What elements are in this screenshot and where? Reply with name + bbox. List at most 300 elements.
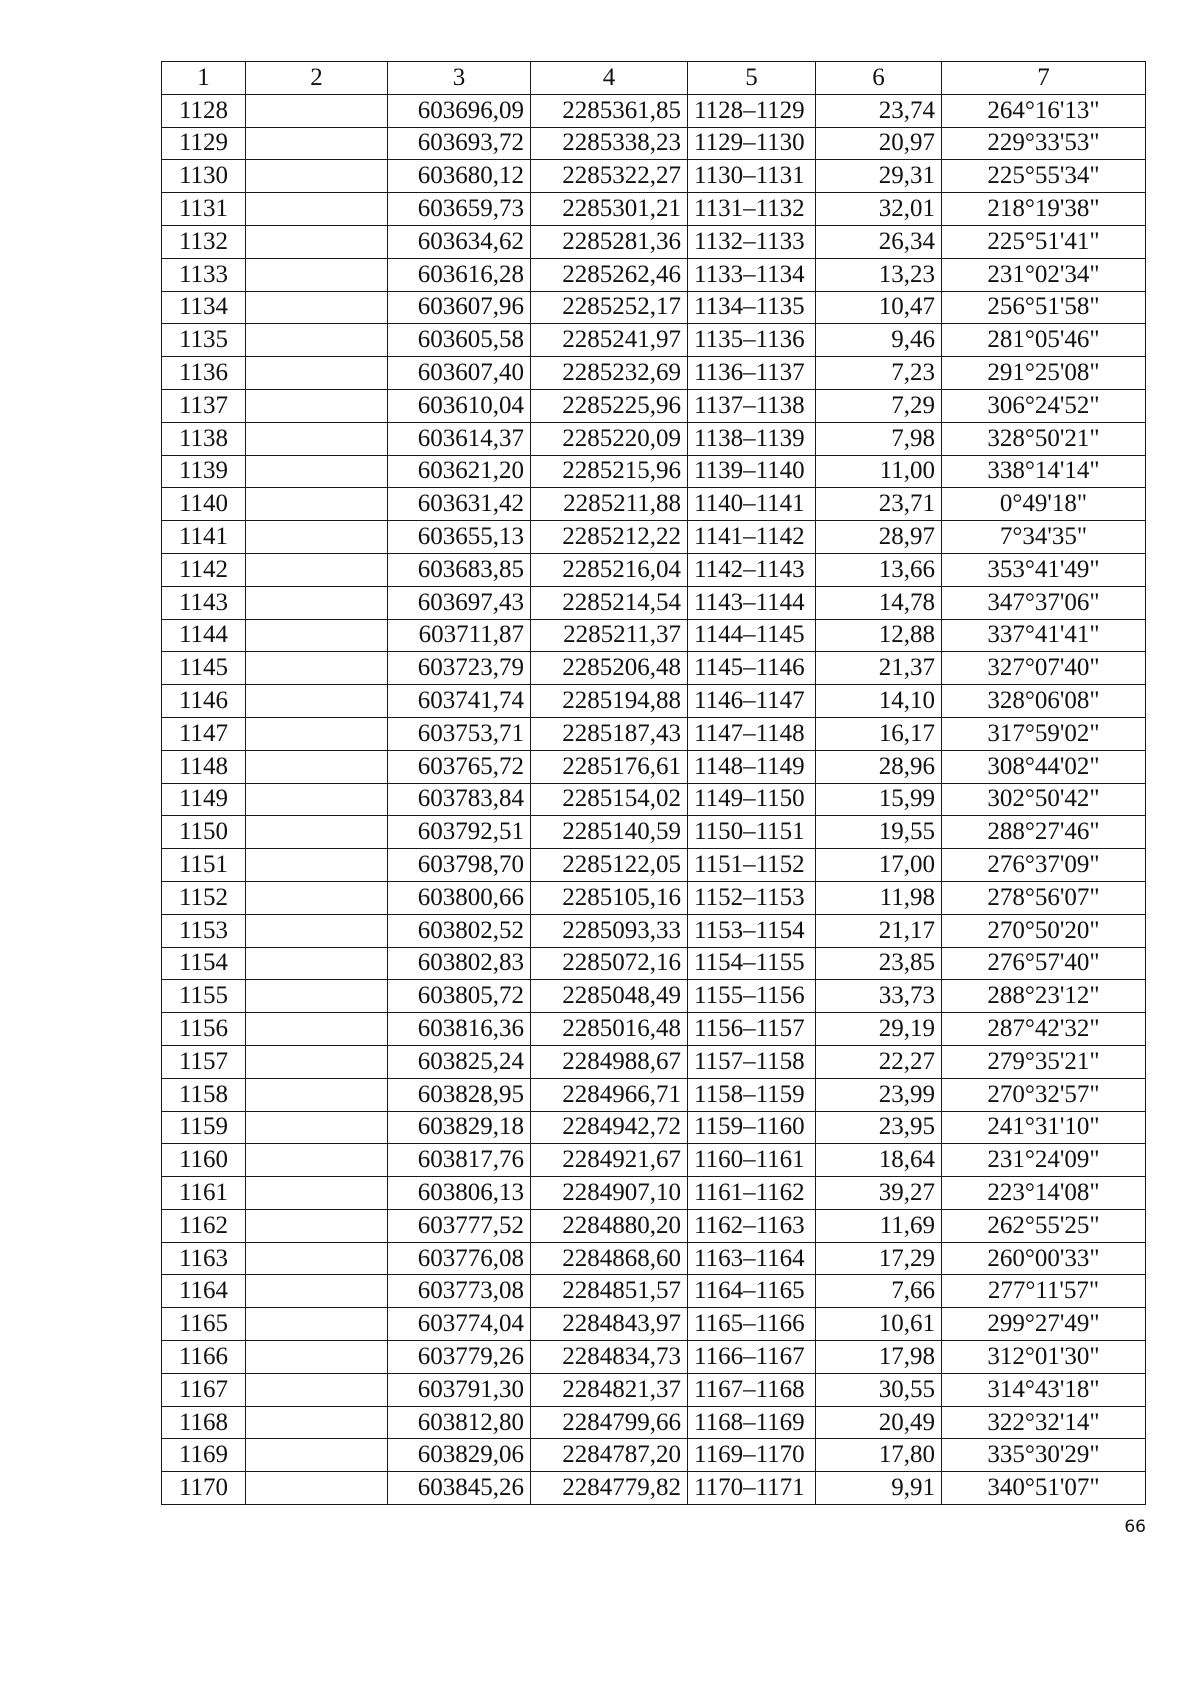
column-2-cell [246, 1275, 388, 1308]
x-coordinate: 603773,08 [388, 1275, 531, 1308]
length: 22,27 [816, 1045, 942, 1078]
x-coordinate: 603659,73 [388, 193, 531, 226]
y-coordinate: 2284921,67 [531, 1144, 688, 1177]
column-2-cell [246, 1144, 388, 1177]
point-number: 1132 [162, 225, 246, 258]
x-coordinate: 603812,80 [388, 1406, 531, 1439]
point-number: 1141 [162, 521, 246, 554]
point-number: 1150 [162, 816, 246, 849]
y-coordinate: 2285225,96 [531, 389, 688, 422]
y-coordinate: 2284942,72 [531, 1111, 688, 1144]
point-number: 1167 [162, 1373, 246, 1406]
x-coordinate: 603806,13 [388, 1177, 531, 1210]
point-number: 1161 [162, 1177, 246, 1210]
x-coordinate: 603845,26 [388, 1472, 531, 1505]
y-coordinate: 2285252,17 [531, 291, 688, 324]
column-2-cell [246, 127, 388, 160]
table-row [162, 127, 1146, 160]
point-number: 1151 [162, 849, 246, 882]
table-row [162, 1078, 1146, 1111]
x-coordinate: 603825,24 [388, 1045, 531, 1078]
segment: 1132–1133 [688, 225, 816, 258]
column-2-cell [246, 685, 388, 718]
table-row [162, 980, 1146, 1013]
coordinate-table [161, 61, 1146, 1505]
y-coordinate: 2285212,22 [531, 521, 688, 554]
y-coordinate: 2284907,10 [531, 1177, 688, 1210]
y-coordinate: 2284821,37 [531, 1373, 688, 1406]
column-header: 1 [162, 62, 246, 95]
segment: 1155–1156 [688, 980, 816, 1013]
column-2-cell [246, 1406, 388, 1439]
segment: 1167–1168 [688, 1373, 816, 1406]
length: 17,00 [816, 849, 942, 882]
bearing: 225°51'41" [942, 225, 1146, 258]
segment: 1151–1152 [688, 849, 816, 882]
segment: 1161–1162 [688, 1177, 816, 1210]
table-row [162, 914, 1146, 947]
length: 10,61 [816, 1308, 942, 1341]
table-row [162, 553, 1146, 586]
column-2-cell [246, 160, 388, 193]
point-number: 1166 [162, 1341, 246, 1374]
segment: 1162–1163 [688, 1209, 816, 1242]
bearing: 347°37'06" [942, 586, 1146, 619]
bearing: 328°50'21" [942, 422, 1146, 455]
length: 29,19 [816, 1013, 942, 1046]
point-number: 1140 [162, 488, 246, 521]
point-number: 1169 [162, 1439, 246, 1472]
y-coordinate: 2284880,20 [531, 1209, 688, 1242]
column-2-cell [246, 1373, 388, 1406]
column-2-cell [246, 225, 388, 258]
table-row [162, 488, 1146, 521]
segment: 1168–1169 [688, 1406, 816, 1439]
x-coordinate: 603607,96 [388, 291, 531, 324]
bearing: 327°07'40" [942, 652, 1146, 685]
length: 23,74 [816, 94, 942, 127]
length: 29,31 [816, 160, 942, 193]
length: 23,95 [816, 1111, 942, 1144]
length: 21,37 [816, 652, 942, 685]
column-header: 2 [246, 62, 388, 95]
segment: 1166–1167 [688, 1341, 816, 1374]
table-row [162, 881, 1146, 914]
x-coordinate: 603607,40 [388, 357, 531, 390]
length: 13,23 [816, 258, 942, 291]
column-2-cell [246, 1078, 388, 1111]
bearing: 302°50'42" [942, 783, 1146, 816]
point-number: 1147 [162, 717, 246, 750]
point-number: 1135 [162, 324, 246, 357]
bearing: 299°27'49" [942, 1308, 1146, 1341]
segment: 1146–1147 [688, 685, 816, 718]
y-coordinate: 2285338,23 [531, 127, 688, 160]
y-coordinate: 2285048,49 [531, 980, 688, 1013]
length: 28,97 [816, 521, 942, 554]
x-coordinate: 603631,42 [388, 488, 531, 521]
segment: 1169–1170 [688, 1439, 816, 1472]
length: 17,80 [816, 1439, 942, 1472]
length: 20,97 [816, 127, 942, 160]
segment: 1160–1161 [688, 1144, 816, 1177]
y-coordinate: 2285301,21 [531, 193, 688, 226]
table-body [162, 94, 1146, 1504]
column-2-cell [246, 193, 388, 226]
point-number: 1139 [162, 455, 246, 488]
y-coordinate: 2285322,27 [531, 160, 688, 193]
length: 39,27 [816, 1177, 942, 1210]
table-row [162, 455, 1146, 488]
y-coordinate: 2285206,48 [531, 652, 688, 685]
length: 28,96 [816, 750, 942, 783]
segment: 1130–1131 [688, 160, 816, 193]
segment: 1163–1164 [688, 1242, 816, 1275]
bearing: 287°42'32" [942, 1013, 1146, 1046]
segment: 1157–1158 [688, 1045, 816, 1078]
bearing: 270°50'20" [942, 914, 1146, 947]
bearing: 328°06'08" [942, 685, 1146, 718]
x-coordinate: 603621,20 [388, 455, 531, 488]
y-coordinate: 2284843,97 [531, 1308, 688, 1341]
x-coordinate: 603791,30 [388, 1373, 531, 1406]
table-row [162, 1439, 1146, 1472]
column-2-cell [246, 488, 388, 521]
x-coordinate: 603828,95 [388, 1078, 531, 1111]
x-coordinate: 603655,13 [388, 521, 531, 554]
y-coordinate: 2285281,36 [531, 225, 688, 258]
y-coordinate: 2285232,69 [531, 357, 688, 390]
bearing: 317°59'02" [942, 717, 1146, 750]
table-row [162, 1308, 1146, 1341]
length: 7,98 [816, 422, 942, 455]
table-row [162, 258, 1146, 291]
bearing: 276°37'09" [942, 849, 1146, 882]
x-coordinate: 603779,26 [388, 1341, 531, 1374]
point-number: 1131 [162, 193, 246, 226]
bearing: 277°11'57" [942, 1275, 1146, 1308]
column-2-cell [246, 357, 388, 390]
bearing: 256°51'58" [942, 291, 1146, 324]
point-number: 1157 [162, 1045, 246, 1078]
table-row [162, 160, 1146, 193]
y-coordinate: 2285140,59 [531, 816, 688, 849]
y-coordinate: 2285215,96 [531, 455, 688, 488]
segment: 1133–1134 [688, 258, 816, 291]
segment: 1153–1154 [688, 914, 816, 947]
point-number: 1134 [162, 291, 246, 324]
segment: 1145–1146 [688, 652, 816, 685]
table-row [162, 1406, 1146, 1439]
x-coordinate: 603817,76 [388, 1144, 531, 1177]
point-number: 1128 [162, 94, 246, 127]
y-coordinate: 2285072,16 [531, 947, 688, 980]
table-row [162, 685, 1146, 718]
table-row [162, 783, 1146, 816]
column-header: 3 [388, 62, 531, 95]
x-coordinate: 603711,87 [388, 619, 531, 652]
bearing: 291°25'08" [942, 357, 1146, 390]
bearing: 308°44'02" [942, 750, 1146, 783]
segment: 1143–1144 [688, 586, 816, 619]
column-2-cell [246, 783, 388, 816]
bearing: 281°05'46" [942, 324, 1146, 357]
x-coordinate: 603614,37 [388, 422, 531, 455]
length: 11,69 [816, 1209, 942, 1242]
point-number: 1154 [162, 947, 246, 980]
column-2-cell [246, 849, 388, 882]
segment: 1141–1142 [688, 521, 816, 554]
y-coordinate: 2284868,60 [531, 1242, 688, 1275]
x-coordinate: 603816,36 [388, 1013, 531, 1046]
x-coordinate: 603783,84 [388, 783, 531, 816]
segment: 1165–1166 [688, 1308, 816, 1341]
point-number: 1137 [162, 389, 246, 422]
x-coordinate: 603800,66 [388, 881, 531, 914]
y-coordinate: 2285016,48 [531, 1013, 688, 1046]
bearing: 340°51'07" [942, 1472, 1146, 1505]
bearing: 288°27'46" [942, 816, 1146, 849]
column-2-cell [246, 1111, 388, 1144]
bearing: 322°32'14" [942, 1406, 1146, 1439]
length: 11,00 [816, 455, 942, 488]
y-coordinate: 2285176,61 [531, 750, 688, 783]
y-coordinate: 2285216,04 [531, 553, 688, 586]
length: 14,78 [816, 586, 942, 619]
y-coordinate: 2285361,85 [531, 94, 688, 127]
length: 10,47 [816, 291, 942, 324]
column-2-cell [246, 1045, 388, 1078]
point-number: 1136 [162, 357, 246, 390]
point-number: 1156 [162, 1013, 246, 1046]
y-coordinate: 2284787,20 [531, 1439, 688, 1472]
segment: 1135–1136 [688, 324, 816, 357]
length: 32,01 [816, 193, 942, 226]
y-coordinate: 2284988,67 [531, 1045, 688, 1078]
y-coordinate: 2285187,43 [531, 717, 688, 750]
table-row [162, 750, 1146, 783]
segment: 1134–1135 [688, 291, 816, 324]
length: 9,91 [816, 1472, 942, 1505]
segment: 1144–1145 [688, 619, 816, 652]
point-number: 1162 [162, 1209, 246, 1242]
bearing: 218°19'38" [942, 193, 1146, 226]
length: 7,23 [816, 357, 942, 390]
column-2-cell [246, 1439, 388, 1472]
column-2-cell [246, 1308, 388, 1341]
length: 18,64 [816, 1144, 942, 1177]
point-number: 1155 [162, 980, 246, 1013]
y-coordinate: 2285105,16 [531, 881, 688, 914]
table-row [162, 1144, 1146, 1177]
table-row [162, 324, 1146, 357]
x-coordinate: 603798,70 [388, 849, 531, 882]
bearing: 335°30'29" [942, 1439, 1146, 1472]
segment: 1152–1153 [688, 881, 816, 914]
segment: 1136–1137 [688, 357, 816, 390]
column-2-cell [246, 422, 388, 455]
table-row [162, 389, 1146, 422]
point-number: 1168 [162, 1406, 246, 1439]
column-2-cell [246, 881, 388, 914]
segment: 1147–1148 [688, 717, 816, 750]
table-row [162, 357, 1146, 390]
table-row [162, 1275, 1146, 1308]
point-number: 1159 [162, 1111, 246, 1144]
length: 23,85 [816, 947, 942, 980]
column-2-cell [246, 1341, 388, 1374]
segment: 1149–1150 [688, 783, 816, 816]
column-2-cell [246, 324, 388, 357]
x-coordinate: 603753,71 [388, 717, 531, 750]
column-2-cell [246, 619, 388, 652]
column-header: 6 [816, 62, 942, 95]
table-row [162, 1472, 1146, 1505]
table-row [162, 422, 1146, 455]
table-row [162, 1013, 1146, 1046]
bearing: 231°24'09" [942, 1144, 1146, 1177]
x-coordinate: 603777,52 [388, 1209, 531, 1242]
x-coordinate: 603696,09 [388, 94, 531, 127]
segment: 1170–1171 [688, 1472, 816, 1505]
column-2-cell [246, 1013, 388, 1046]
length: 16,17 [816, 717, 942, 750]
bearing: 260°00'33" [942, 1242, 1146, 1275]
column-2-cell [246, 258, 388, 291]
x-coordinate: 603776,08 [388, 1242, 531, 1275]
x-coordinate: 603610,04 [388, 389, 531, 422]
bearing: 270°32'57" [942, 1078, 1146, 1111]
length: 23,99 [816, 1078, 942, 1111]
length: 23,71 [816, 488, 942, 521]
segment: 1129–1130 [688, 127, 816, 160]
column-header: 7 [942, 62, 1146, 95]
x-coordinate: 603829,06 [388, 1439, 531, 1472]
y-coordinate: 2285262,46 [531, 258, 688, 291]
point-number: 1133 [162, 258, 246, 291]
y-coordinate: 2284834,73 [531, 1341, 688, 1374]
x-coordinate: 603634,62 [388, 225, 531, 258]
length: 11,98 [816, 881, 942, 914]
column-2-cell [246, 94, 388, 127]
length: 30,55 [816, 1373, 942, 1406]
point-number: 1145 [162, 652, 246, 685]
length: 21,17 [816, 914, 942, 947]
x-coordinate: 603693,72 [388, 127, 531, 160]
bearing: 337°41'41" [942, 619, 1146, 652]
table-row [162, 1177, 1146, 1210]
y-coordinate: 2285122,05 [531, 849, 688, 882]
x-coordinate: 603765,72 [388, 750, 531, 783]
x-coordinate: 603802,52 [388, 914, 531, 947]
x-coordinate: 603680,12 [388, 160, 531, 193]
table-row [162, 619, 1146, 652]
segment: 1131–1132 [688, 193, 816, 226]
column-2-cell [246, 750, 388, 783]
y-coordinate: 2284779,82 [531, 1472, 688, 1505]
bearing: 312°01'30" [942, 1341, 1146, 1374]
x-coordinate: 603774,04 [388, 1308, 531, 1341]
column-2-cell [246, 652, 388, 685]
point-number: 1138 [162, 422, 246, 455]
bearing: 314°43'18" [942, 1373, 1146, 1406]
point-number: 1170 [162, 1472, 246, 1505]
x-coordinate: 603792,51 [388, 816, 531, 849]
y-coordinate: 2285214,54 [531, 586, 688, 619]
table-header-row [162, 62, 1146, 95]
x-coordinate: 603723,79 [388, 652, 531, 685]
y-coordinate: 2285093,33 [531, 914, 688, 947]
point-number: 1143 [162, 586, 246, 619]
point-number: 1146 [162, 685, 246, 718]
table-row [162, 1373, 1146, 1406]
table-row [162, 652, 1146, 685]
column-2-cell [246, 717, 388, 750]
y-coordinate: 2285241,97 [531, 324, 688, 357]
x-coordinate: 603802,83 [388, 947, 531, 980]
table-row [162, 586, 1146, 619]
bearing: 306°24'52" [942, 389, 1146, 422]
y-coordinate: 2285220,09 [531, 422, 688, 455]
table-row [162, 1045, 1146, 1078]
x-coordinate: 603697,43 [388, 586, 531, 619]
point-number: 1149 [162, 783, 246, 816]
segment: 1156–1157 [688, 1013, 816, 1046]
column-2-cell [246, 553, 388, 586]
x-coordinate: 603605,58 [388, 324, 531, 357]
y-coordinate: 2285154,02 [531, 783, 688, 816]
table-row [162, 816, 1146, 849]
point-number: 1153 [162, 914, 246, 947]
column-2-cell [246, 1242, 388, 1275]
column-2-cell [246, 389, 388, 422]
x-coordinate: 603805,72 [388, 980, 531, 1013]
x-coordinate: 603741,74 [388, 685, 531, 718]
column-2-cell [246, 816, 388, 849]
bearing: 229°33'53" [942, 127, 1146, 160]
segment: 1159–1160 [688, 1111, 816, 1144]
point-number: 1158 [162, 1078, 246, 1111]
table-row [162, 291, 1146, 324]
column-2-cell [246, 1472, 388, 1505]
column-2-cell [246, 521, 388, 554]
length: 19,55 [816, 816, 942, 849]
bearing: 262°55'25" [942, 1209, 1146, 1242]
bearing: 241°31'10" [942, 1111, 1146, 1144]
bearing: 231°02'34" [942, 258, 1146, 291]
column-2-cell [246, 947, 388, 980]
y-coordinate: 2285194,88 [531, 685, 688, 718]
length: 15,99 [816, 783, 942, 816]
segment: 1164–1165 [688, 1275, 816, 1308]
bearing: 223°14'08" [942, 1177, 1146, 1210]
segment: 1158–1159 [688, 1078, 816, 1111]
y-coordinate: 2285211,88 [531, 488, 688, 521]
y-coordinate: 2284799,66 [531, 1406, 688, 1439]
x-coordinate: 603683,85 [388, 553, 531, 586]
bearing: 7°34'35" [942, 521, 1146, 554]
bearing: 278°56'07" [942, 881, 1146, 914]
length: 17,98 [816, 1341, 942, 1374]
segment: 1128–1129 [688, 94, 816, 127]
point-number: 1142 [162, 553, 246, 586]
column-2-cell [246, 455, 388, 488]
x-coordinate: 603829,18 [388, 1111, 531, 1144]
length: 26,34 [816, 225, 942, 258]
y-coordinate: 2284851,57 [531, 1275, 688, 1308]
length: 33,73 [816, 980, 942, 1013]
length: 13,66 [816, 553, 942, 586]
